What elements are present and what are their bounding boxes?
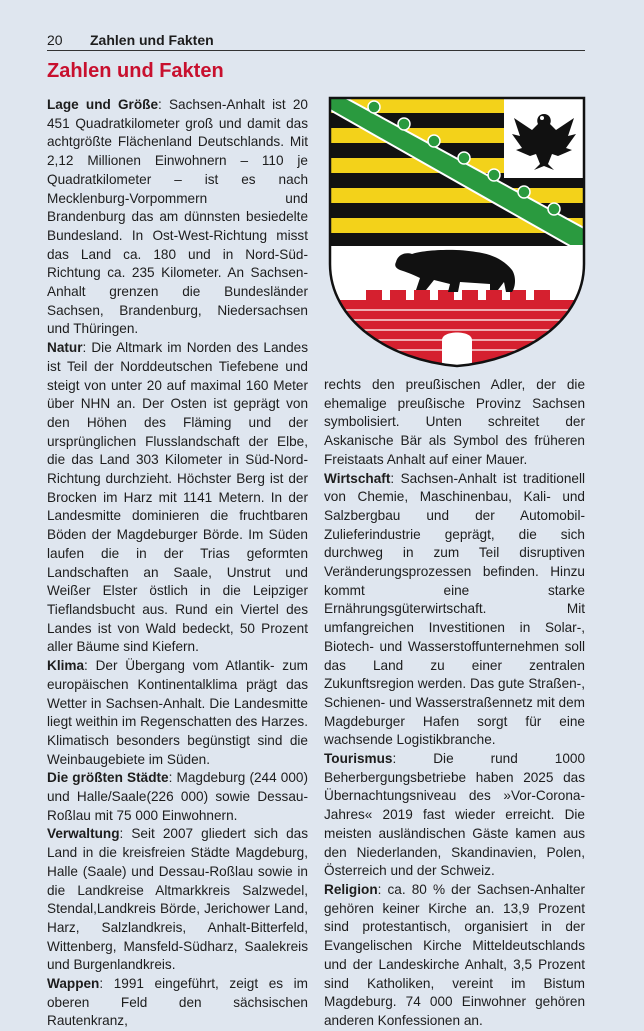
term-natur: Natur [47,340,83,356]
paragraph-wappen [47,975,308,1031]
paragraph-religion [324,881,585,1031]
text-wappen-cont: rechts den preußischen Adler, der die ehemalige preußische Provinz Sachsen symbolisiert. Unten schreitet der Askanische Bär als Symbol des früheren Freistaats Anhalt auf einer Mauer. [324,377,585,467]
text-lage: : Sachsen-Anhalt ist 20 451 Quadratkilometer groß und damit das achtgrößte Flächenland Deutschlands. Mit 2,12 Millionen Einwohnern – 110 je Quadratkilometer – ist es nach Mecklenburg-Vorpommern und Brandenburg das am dünnsten besiedelte Bundesland. In Ost-West-Richtung misst das Land ca. 180 und in Nord-Süd-Richtung ca. 235 Kilometer. An Sachsen-Anhalt grenzen die Bundesländer Sachsen, Brandenburg, Niedersachsen und Thüringen. [47,97,308,337]
term-religion: Religion [324,881,378,897]
page-number: 20 [47,32,63,48]
paragraph-verwaltung [47,825,308,975]
term-tourismus: Tourismus [324,751,393,767]
paragraph-lage [47,96,308,339]
term-staedte: Die größten Städte [47,770,169,786]
text-natur: : Die Altmark im Norden des Landes ist Teil der Norddeutschen Tiefebene und steigt von unter 20 auf maximal 160 Meter über NHN an. Der Osten ist geprägt von den Höhen des Fläming und der ursprünglichen Flusslandschaft der Elbe, die das Land 303 Kilometer in Süd-Nord-Richtung durchzieht. Höchster Berg ist der Brocken im Harz mit 1141 Metern. In der Landesmitte dominieren die fruchtbaren Böden der Magdeburger Börde. Im Süden laufen die in der Trias geformten Landschaften an Saale, Unstrut und Weißer Elster östlich in die Leipziger Tieflandsbucht aus. Rund ein Viertel des Landes ist von Wald bedeckt, 50 Prozent aller Bäume sind Kiefern. [47,340,308,655]
coat-of-arms-image [326,94,588,370]
paragraph-wirtschaft [324,470,585,751]
page-title: Zahlen und Fakten [47,60,224,82]
text-klima: : Der Übergang vom Atlantik- zum europäischen Kontinentalklima prägt das Wetter in Sachsen-Anhalt. Die Landesmitte liegt weithin im Regenschatten des Harzes. Klimatisch besonders begünstigt sind die Weinbaugebiete im Süden. [47,658,308,767]
barry-field [330,98,584,246]
term-verwaltung: Verwaltung [47,826,120,842]
text-wirtschaft: : Sachsen-Anhalt ist traditionell von Chemie, Maschinenbau, Kali- und Salzbergbau und der Automobil-Zulieferindustrie geprägt, die sich durchweg in zum Teil disruptiven Veränderungsprozessen befinden. Hinzu kommt eine starke Ernährungsgüterwirtschaft. Mit umfangreichen Investitionen in Solar-, Biotech- und Wasserstoffunternehmen soll das Land zu einer zentralen Zukunftsregion werden. Das gute Straßen-, Schienen- und Wasserstraßennetz mit dem Magdeburger Hafen sorgt für eine wachsende Logistikbranche. [324,470,585,748]
text-religion: : ca. 80 % der Sachsen-Anhalter gehören keiner Kirche an. 13,9 Prozent sind protestantisch, organisiert in der Evangelischen Kirche Mitteldeutschlands und der Landeskirche Anhalt, 3,5 Prozent sind Katholiken, vereint im Bistum Magdeburg. 74 000 Einwohner gehören anderen Konfessionen an. [324,881,585,1028]
term-wappen: Wappen [47,976,100,992]
running-title: Zahlen und Fakten [90,32,214,48]
text-tourismus: : Die rund 1000 Beherbergungsbetriebe haben 2025 das Übernachtungsniveau des »Vor-Corona-Jahres« 2019 fast wieder erreicht. Die meisten ausländischen Gäste kamen aus den Niederlanden, Skandinavien, Polen, Österreich und der Schweiz. [324,751,585,879]
paragraph-klima [47,657,308,769]
term-lage: Lage und Größe [47,97,159,112]
text-wappen: : 1991 eingeführt, zeigt es im oberen Feld den sächsischen Rautenkranz, [47,976,308,1029]
paragraph-natur [47,339,308,657]
text-verwaltung: : Seit 2007 gliedert sich das Land in die kreisfreien Städte Magdeburg, Halle (Saale) und Dessau-Roßlau sowie in die Landkreise Altmarkkreis Salzwedel, Stendal,Landkreis Börde, Jerichower Land, Harz, Salzlandkreis, Anhalt-Bitterfeld, Wittenberg, Mansfeld-Südharz, Saalekreis und Burgenlandkreis. [47,826,308,973]
text-staedte: : Magdeburg (244 000) und Halle/Saale(226 000) sowie Dessau-Roßlau mit 75 000 Einwohnern. [47,770,309,823]
lower-field [330,246,584,370]
paragraph-staedte [47,769,308,825]
paragraph-wappen-cont [324,376,585,470]
paragraph-tourismus [324,750,585,881]
term-wirtschaft: Wirtschaft [324,470,391,486]
left-column [47,96,308,1031]
page-header [47,30,585,51]
right-column [324,376,585,1031]
term-klima: Klima [47,658,85,674]
